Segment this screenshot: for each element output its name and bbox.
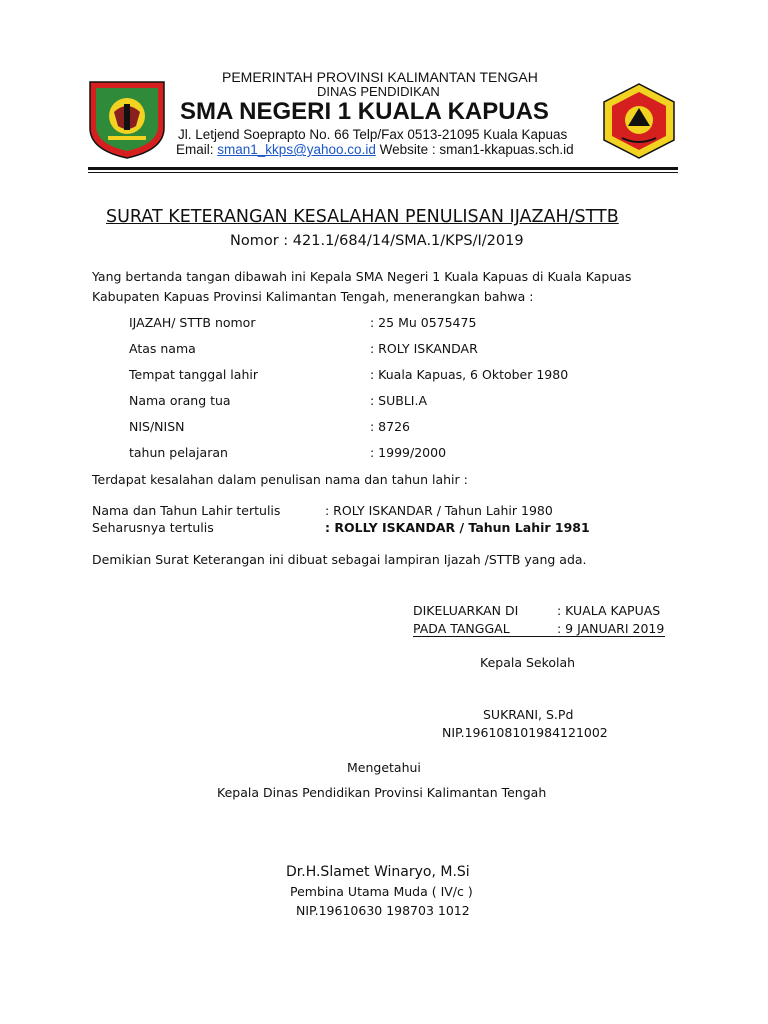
email-label: Email: bbox=[176, 142, 214, 157]
field-value: : 25 Mu 0575475 bbox=[370, 315, 477, 330]
website-text: Website : sman1-kkapuas.sch.id bbox=[379, 142, 574, 157]
field-label: Atas nama bbox=[129, 341, 196, 356]
acknowledge-role: Kepala Dinas Pendidikan Provinsi Kalimantan Tengah bbox=[217, 785, 547, 800]
issued-date-label: PADA TANGGAL bbox=[413, 621, 510, 636]
contact-line bbox=[176, 142, 574, 157]
field-label: NIS/NISN bbox=[129, 419, 185, 434]
correct-value: : ROLLY ISKANDAR / Tahun Lahir 1981 bbox=[325, 520, 590, 535]
provincial-crest-icon bbox=[86, 78, 168, 160]
field-value: : Kuala Kapuas, 6 Oktober 1980 bbox=[370, 367, 569, 382]
document-number: Nomor : 421.1/684/14/SMA.1/KPS/I/2019 bbox=[230, 233, 524, 249]
field-label: Nama orang tua bbox=[129, 393, 231, 408]
field-label: tahun pelajaran bbox=[129, 445, 228, 460]
field-value: : 8726 bbox=[370, 419, 410, 434]
field-value: : SUBLI.A bbox=[370, 393, 428, 408]
document-title: SURAT KETERANGAN KESALAHAN PENULISAN IJAZAH/STTB bbox=[106, 207, 619, 227]
header-divider-thick bbox=[88, 167, 678, 170]
acknowledge-nip: NIP.19610630 198703 1012 bbox=[296, 903, 470, 918]
correct-label: Seharusnya tertulis bbox=[92, 520, 214, 535]
closing-statement: Demikian Surat Keterangan ini dibuat sebagai lampiran Ijazah /STTB yang ada. bbox=[92, 552, 587, 567]
acknowledge-name: Dr.H.Slamet Winaryo, M.Si bbox=[286, 864, 470, 880]
acknowledge-rank: Pembina Utama Muda ( IV/c ) bbox=[290, 884, 473, 899]
header-agency: DINAS PENDIDIKAN bbox=[317, 84, 440, 99]
email-link[interactable]: sman1_kkps@yahoo.co.id bbox=[217, 142, 376, 157]
written-value: : ROLY ISKANDAR / Tahun Lahir 1980 bbox=[325, 503, 553, 518]
acknowledge-label: Mengetahui bbox=[347, 760, 421, 775]
intro-line-1: Yang bertanda tangan dibawah ini Kepala SMA Negeri 1 Kuala Kapuas di Kuala Kapuas bbox=[92, 269, 632, 284]
written-label: Nama dan Tahun Lahir tertulis bbox=[92, 503, 281, 518]
issued-place-value: : KUALA KAPUAS bbox=[557, 603, 661, 618]
header-government: PEMERINTAH PROVINSI KALIMANTAN TENGAH bbox=[222, 69, 538, 85]
error-intro: Terdapat kesalahan dalam penulisan nama dan tahun lahir : bbox=[92, 472, 468, 487]
field-label: Tempat tanggal lahir bbox=[129, 367, 258, 382]
signer-role: Kepala Sekolah bbox=[480, 655, 576, 670]
header-divider-thin bbox=[88, 172, 678, 173]
field-label: IJAZAH/ STTB nomor bbox=[129, 315, 256, 330]
signer-nip: NIP.196108101984121002 bbox=[442, 725, 608, 740]
school-emblem-icon bbox=[598, 80, 680, 162]
intro-line-2: Kabupaten Kapuas Provinsi Kalimantan Tengah, menerangkan bahwa : bbox=[92, 289, 534, 304]
school-name: SMA NEGERI 1 KUALA KAPUAS bbox=[180, 98, 549, 125]
school-address: Jl. Letjend Soeprapto No. 66 Telp/Fax 0513-21095 Kuala Kapuas bbox=[178, 127, 568, 142]
field-value: : ROLY ISKANDAR bbox=[370, 341, 478, 356]
issued-date-value: : 9 JANUARI 2019 bbox=[557, 621, 665, 636]
signer-name: SUKRANI, S.Pd bbox=[483, 707, 574, 722]
field-value: : 1999/2000 bbox=[370, 445, 447, 460]
issued-place-label: DIKELUARKAN DI bbox=[413, 603, 519, 618]
